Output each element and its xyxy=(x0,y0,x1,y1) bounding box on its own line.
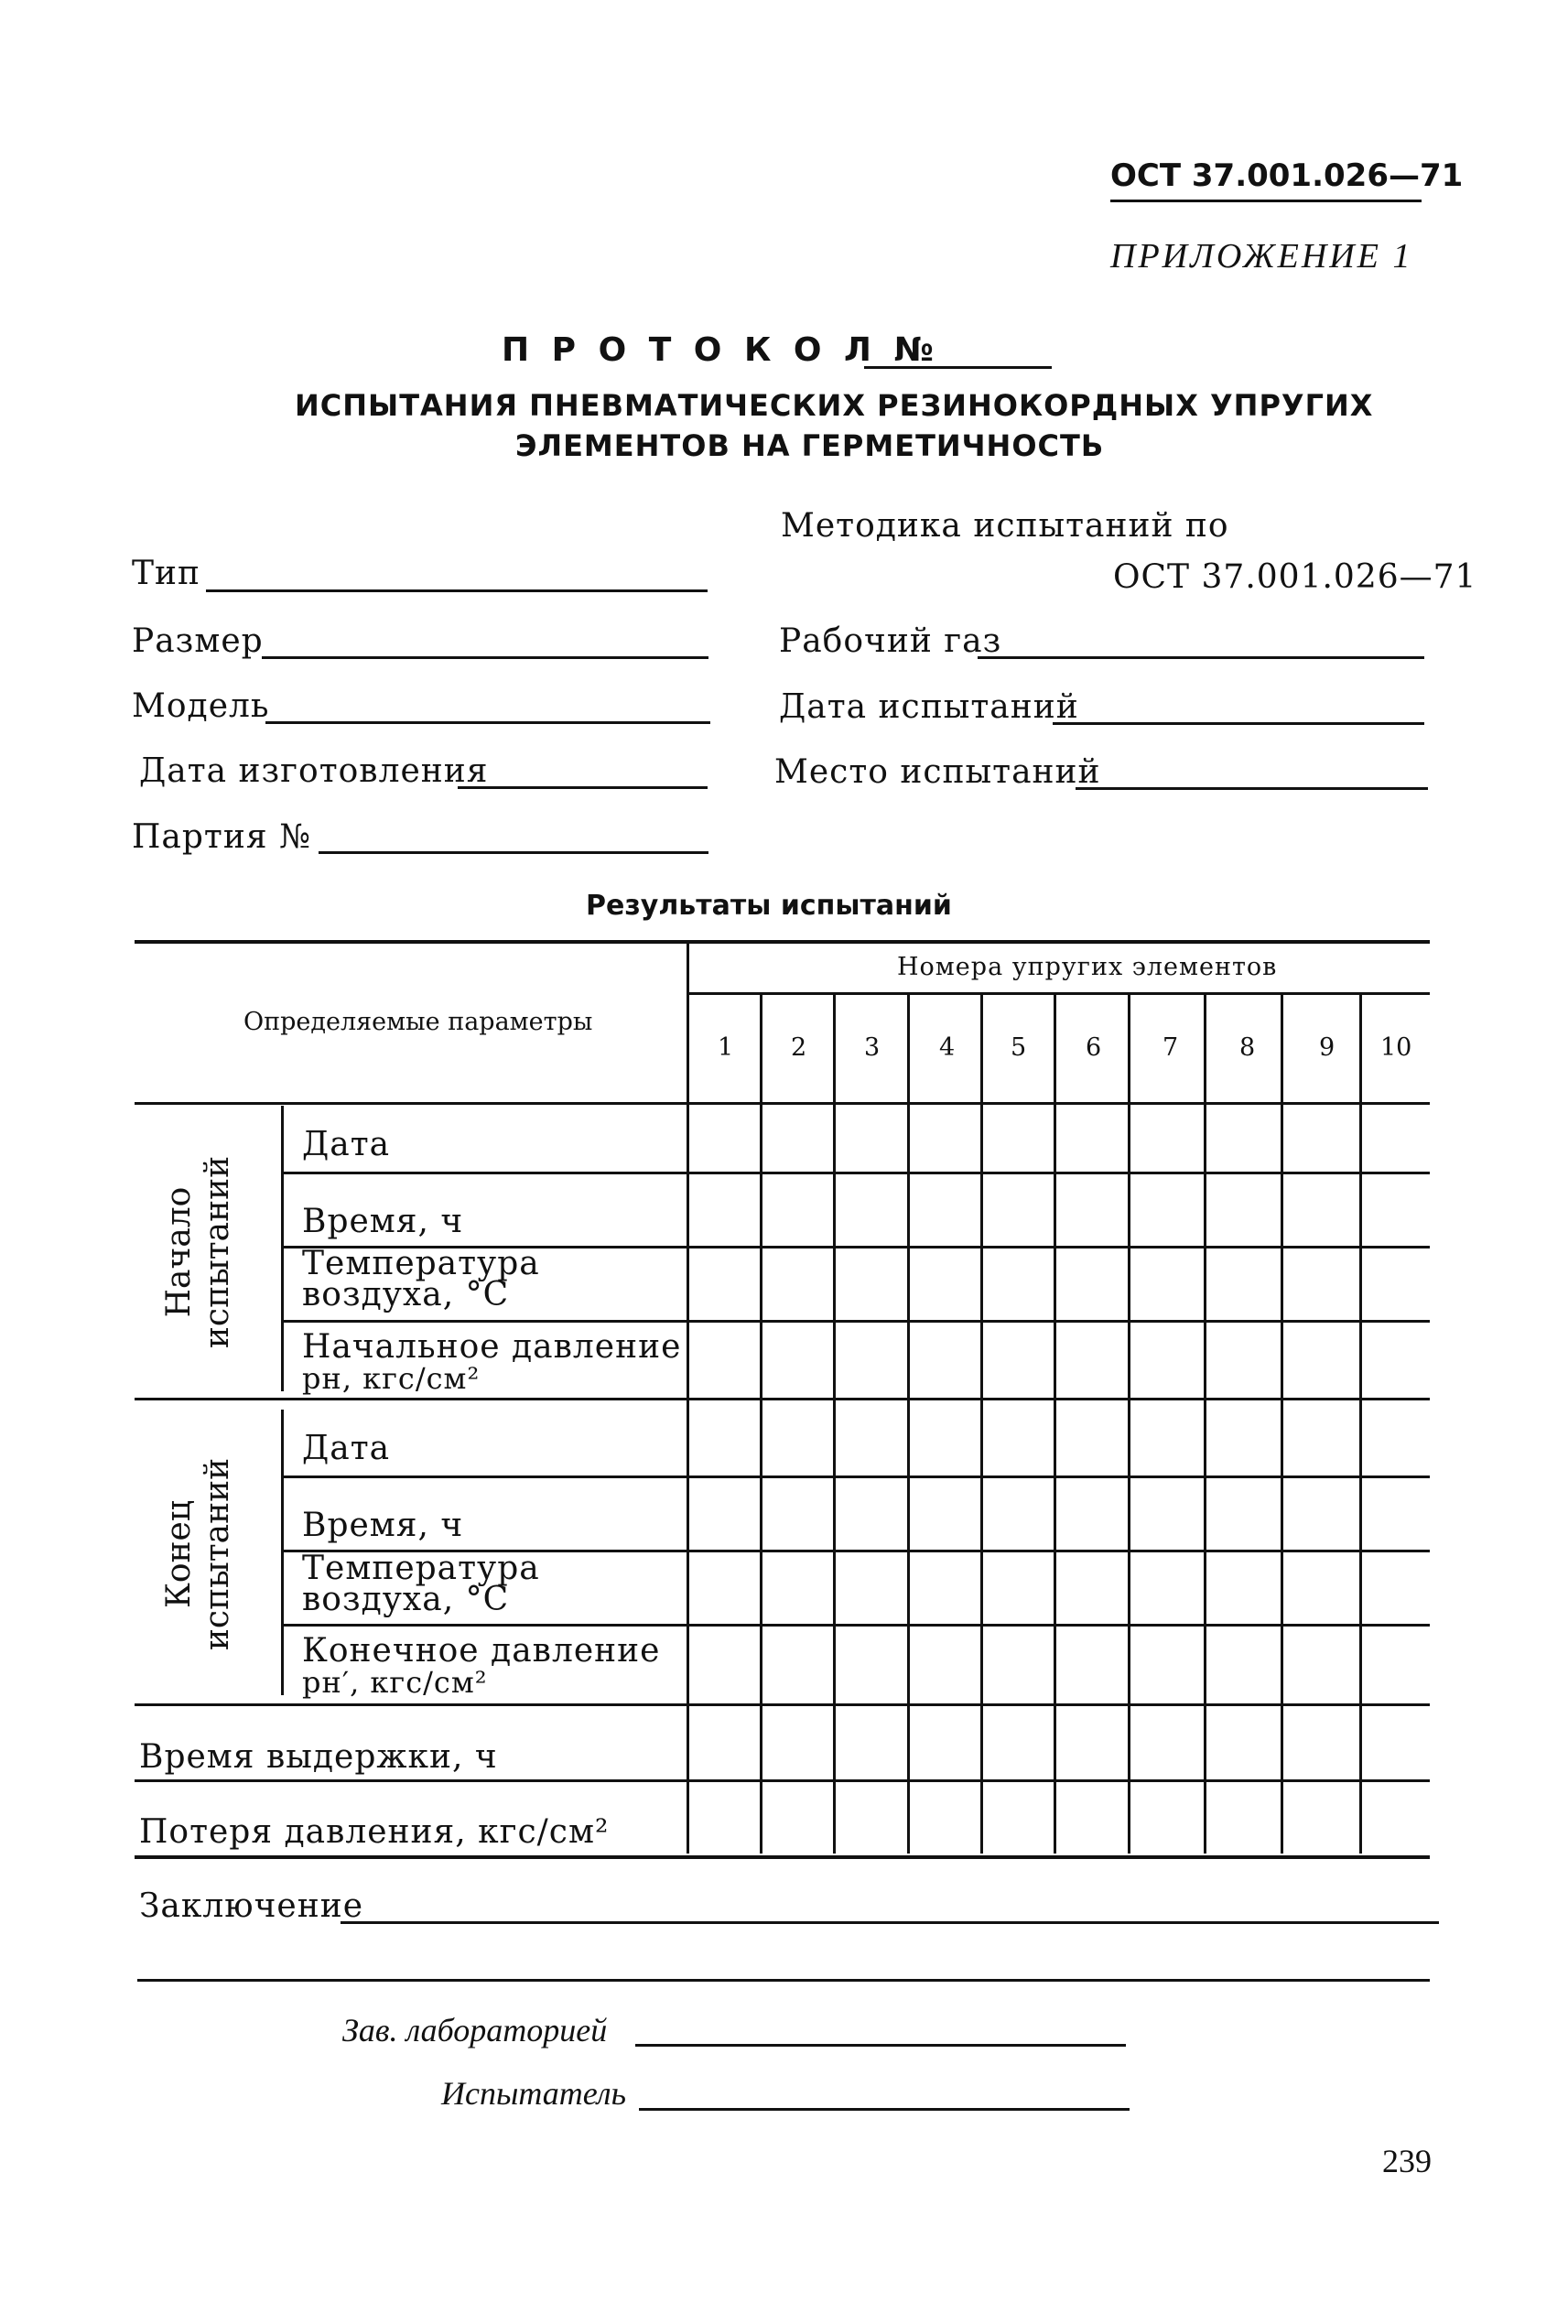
size-label: Размер xyxy=(132,622,264,660)
start-temp-label-line2: воздуха, °C xyxy=(302,1276,510,1313)
manufacture-date-label: Дата изготовления xyxy=(139,752,489,790)
column-divider xyxy=(1359,994,1362,1854)
lab-head-signature-field[interactable] xyxy=(635,2044,1126,2047)
conclusion-field-line2[interactable] xyxy=(137,1979,1430,1982)
group-separator-rule xyxy=(135,1703,1430,1706)
conclusion-field[interactable] xyxy=(341,1921,1439,1924)
end-group-label-line1: Конец xyxy=(160,1499,198,1608)
column-header: 9 xyxy=(1319,1033,1336,1062)
size-field[interactable] xyxy=(262,656,708,659)
test-place-label: Место испытаний xyxy=(774,753,1101,791)
tester-label: Испытатель xyxy=(441,2075,626,2112)
start-group-label xyxy=(130,1112,267,1391)
end-date-label: Дата xyxy=(302,1430,391,1467)
column-header: 10 xyxy=(1380,1033,1412,1062)
column-header: 6 xyxy=(1086,1033,1102,1062)
start-date-label: Дата xyxy=(302,1126,391,1163)
column-divider xyxy=(1204,994,1206,1854)
group-separator-rule xyxy=(135,1398,1430,1400)
row-rule xyxy=(284,1320,1430,1323)
type-label: Тип xyxy=(132,555,200,592)
end-temp-label-line1: Температура xyxy=(302,1550,540,1587)
end-group-divider xyxy=(281,1410,284,1695)
protocol-number-field[interactable] xyxy=(864,366,1052,369)
document-code-underline xyxy=(1110,200,1422,202)
method-value: ОСТ 37.001.026—71 xyxy=(1113,558,1477,596)
row-rule xyxy=(284,1475,1430,1478)
start-group-divider xyxy=(281,1106,284,1391)
batch-label: Партия № xyxy=(132,818,312,856)
start-temp-label-line1: Температура xyxy=(302,1245,540,1282)
end-time-label: Время, ч xyxy=(302,1507,464,1544)
working-gas-field[interactable] xyxy=(978,656,1424,659)
column-header: 3 xyxy=(864,1033,881,1062)
hold-time-label: Время выдержки, ч xyxy=(139,1738,498,1776)
table-top-rule xyxy=(135,940,1430,944)
column-divider xyxy=(980,994,983,1854)
start-group-label-line2: испытаний xyxy=(199,1155,236,1348)
model-field[interactable] xyxy=(265,721,710,724)
end-group-label-line2: испытаний xyxy=(199,1457,236,1650)
end-pressure-label-line2: pн′, кгс/см² xyxy=(302,1665,488,1700)
page-number: 239 xyxy=(1382,2143,1432,2179)
table-header-bottom-rule xyxy=(135,1102,1430,1105)
start-group-label-line1: Начало xyxy=(160,1186,198,1317)
test-date-label: Дата испытаний xyxy=(779,688,1079,726)
column-divider xyxy=(907,994,910,1854)
test-date-field[interactable] xyxy=(1053,722,1424,725)
row-rule xyxy=(135,1779,1430,1782)
start-time-label: Время, ч xyxy=(302,1203,464,1240)
protocol-subtitle-line1: ИСПЫТАНИЯ ПНЕВМАТИЧЕСКИХ РЕЗИНОКОРДНЫХ УПРУГИХ xyxy=(295,388,1374,423)
appendix-label: ПРИЛОЖЕНИЕ 1 xyxy=(1110,237,1413,276)
lab-head-label: Зав. лабораторией xyxy=(342,2012,608,2048)
row-rule xyxy=(284,1172,1430,1174)
elements-header: Номера упругих элементов xyxy=(897,953,1278,981)
model-label: Модель xyxy=(132,687,270,725)
document-code: ОСТ 37.001.026—71 xyxy=(1110,157,1464,194)
end-group-label xyxy=(130,1414,267,1693)
protocol-subtitle-line2: ЭЛЕМЕНТОВ НА ГЕРМЕТИЧНОСТЬ xyxy=(515,428,1105,463)
elements-header-rule xyxy=(688,992,1430,995)
param-header: Определяемые параметры xyxy=(243,1008,593,1036)
column-header: 5 xyxy=(1011,1033,1027,1062)
conclusion-label: Заключение xyxy=(139,1887,364,1925)
tester-signature-field[interactable] xyxy=(639,2108,1130,2111)
start-pressure-label-line2: pн, кгс/см² xyxy=(302,1361,481,1396)
start-pressure-label-line1: Начальное давление xyxy=(302,1328,682,1366)
working-gas-label: Рабочий газ xyxy=(779,622,1002,660)
column-divider xyxy=(1054,994,1056,1854)
method-label: Методика испытаний по xyxy=(781,507,1229,545)
results-title: Результаты испытаний xyxy=(586,890,952,922)
column-divider xyxy=(1128,994,1130,1854)
end-temp-label-line2: воздуха, °C xyxy=(302,1581,510,1618)
column-header: 8 xyxy=(1239,1033,1256,1062)
batch-field[interactable] xyxy=(319,851,708,854)
column-divider xyxy=(760,994,762,1854)
protocol-title: П Р О Т О К О Л № xyxy=(502,331,939,369)
column-divider xyxy=(833,994,836,1854)
column-header: 7 xyxy=(1162,1033,1179,1062)
test-place-field[interactable] xyxy=(1076,787,1428,790)
table-bottom-rule xyxy=(135,1855,1430,1859)
type-field[interactable] xyxy=(206,589,708,592)
manufacture-date-field[interactable] xyxy=(458,786,708,789)
column-divider xyxy=(1281,994,1283,1854)
pressure-loss-label: Потеря давления, кгс/см² xyxy=(139,1813,610,1851)
row-rule xyxy=(284,1624,1430,1627)
column-header: 1 xyxy=(718,1033,734,1062)
column-header: 2 xyxy=(791,1033,807,1062)
column-header: 4 xyxy=(939,1033,956,1062)
end-pressure-label-line1: Конечное давление xyxy=(302,1632,661,1670)
